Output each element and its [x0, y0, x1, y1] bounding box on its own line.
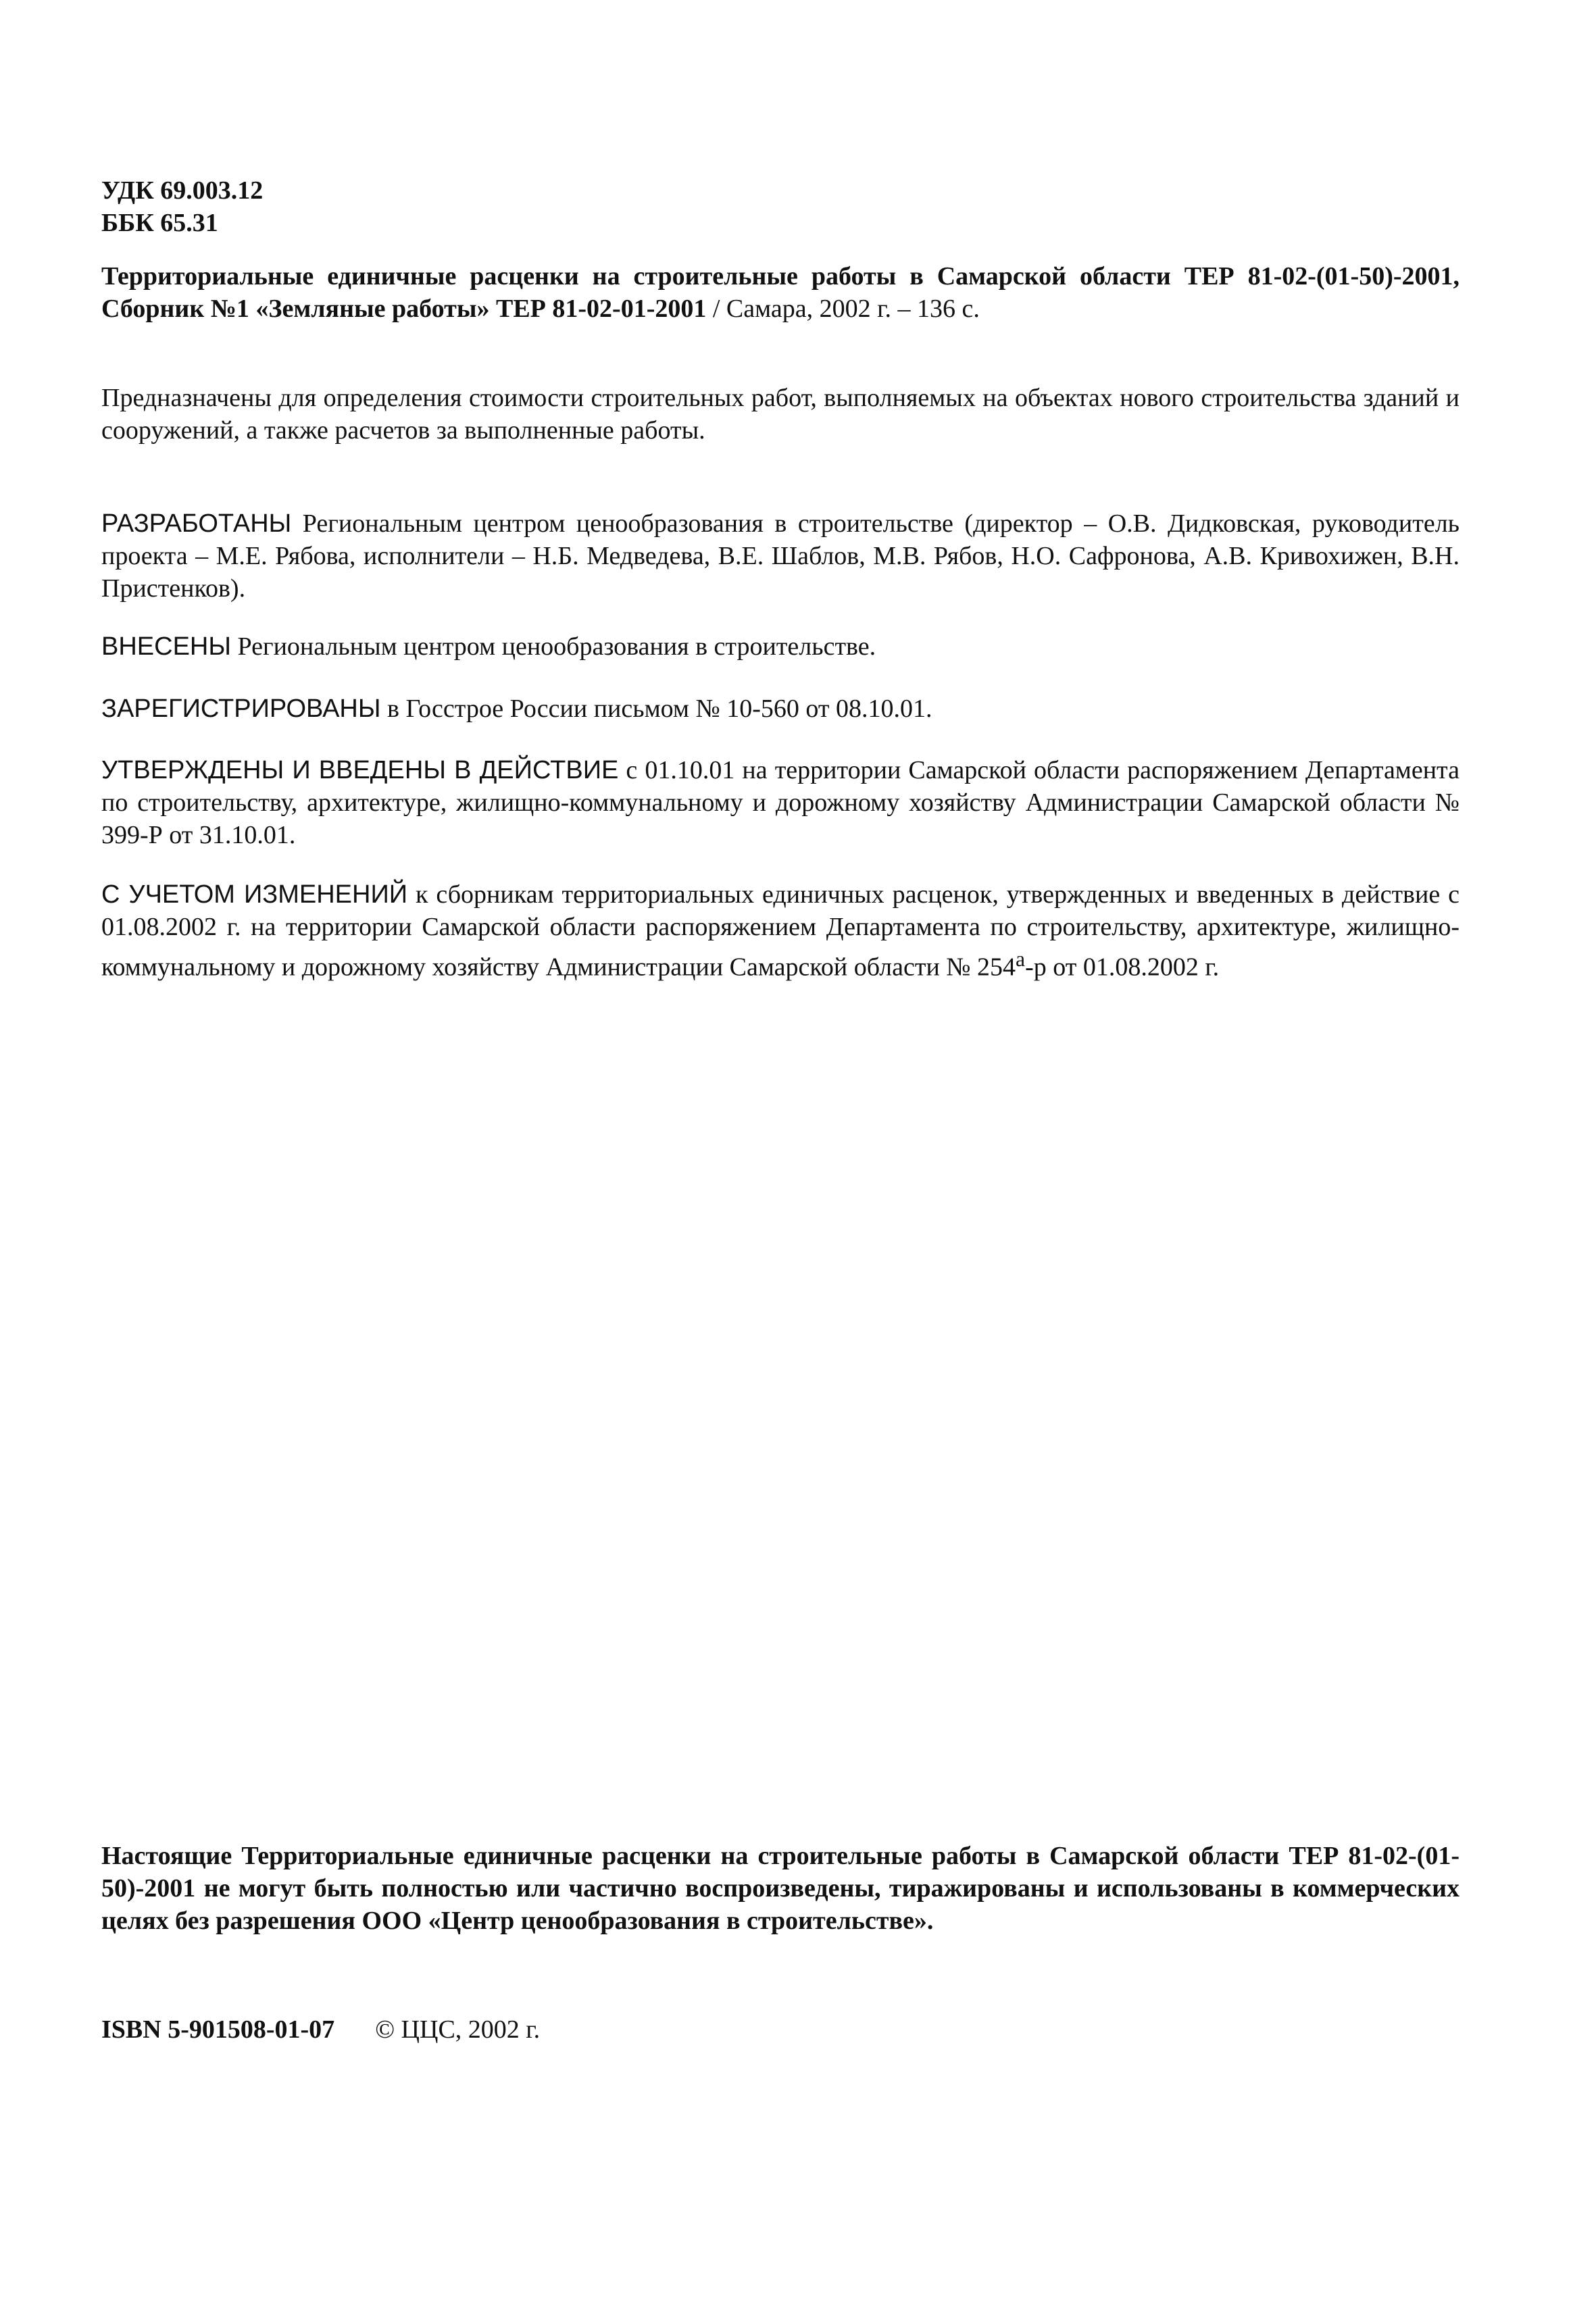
- bbk-code: ББК 65.31: [101, 209, 218, 237]
- introduced-label: ВНЕСЕНЫ: [101, 632, 232, 661]
- copyright-mark: © ЦЦС, 2002 г.: [375, 2015, 541, 2044]
- developed-label: РАЗРАБОТАНЫ: [101, 509, 292, 538]
- purpose-paragraph: Предназначены для определения стоимости строительных работ, выполняемых на объектах нового строительства зданий и сооружений, а также расчетов за выполненные работы.: [101, 384, 1460, 445]
- introduced-text: Региональным центром ценообразования в строительстве.: [231, 632, 876, 661]
- copyright-notice: Настоящие Территориальные единичные расценки на строительные работы в Самарской области ТЕР 81-02-(01-50)-2001 не могут быть полностью или частично воспроизведены, тиражированы и использованы в коммерческих целях без разрешения ООО «Центр ценообразования в строительстве».: [101, 1842, 1460, 1935]
- bibliographic-record: [101, 260, 1460, 325]
- isbn-line: [101, 2013, 1460, 2046]
- registered-text: в Госстрое России письмом № 10-560 от 08.10.01.: [380, 695, 932, 723]
- biblio-title: Территориальные единичные расценки на строительные работы в Самарской области ТЕР 81-02-(01-50)-2001, Сборник №1 «Земляные работы» ТЕР 81-02-01-2001: [101, 262, 1460, 323]
- registered-paragraph: [101, 693, 1460, 725]
- approved-text: с 01.10.01 на территории Самарской области распоряжением Департамента по строительству, архитектуре, жилищно-коммунальному и дорожному хозяйству Администрации Самарской области № 399-Р от 31.10.01.: [101, 756, 1460, 849]
- amended-text-end: -р от 01.08.2002 г.: [1025, 953, 1220, 982]
- amended-text: к сборникам территориальных единичных расценок, утвержденных и введенных в действие с 01.08.2002 г. на территории Самарской области распоряжением Департамента по строительству, архитектуре, жилищно-коммунальному и дорожному хозяйству Администрации Самарской области № 254: [101, 880, 1460, 982]
- approved-label: УТВЕРЖДЕНЫ И ВВЕДЕНЫ В ДЕЙСТВИЕ: [101, 756, 619, 784]
- udc-code: УДК 69.003.12: [101, 176, 264, 205]
- amended-superscript: а: [1016, 947, 1026, 971]
- developed-paragraph: [101, 507, 1460, 605]
- amended-paragraph: [101, 878, 1460, 984]
- isbn: ISBN 5-901508-01-07: [101, 2015, 335, 2044]
- registered-label: ЗАРЕГИСТРИРОВАНЫ: [101, 695, 381, 723]
- biblio-imprint: / Самара, 2002 г. – 136 с.: [706, 295, 980, 323]
- amended-label: С УЧЕТОМ ИЗМЕНЕНИЙ: [101, 880, 408, 909]
- developed-text: Региональным центром ценообразования в строительстве (директор – О.В. Дидковская, руководитель проекта – М.Е. Рябова, исполнители – Н.Б. Медведева, В.Е. Шаблов, М.В. Рябов, Н.О. Сафронова, А.В. Кривохижен, В.Н. Пристенков).: [101, 509, 1460, 603]
- introduced-paragraph: [101, 630, 1460, 663]
- approved-paragraph: [101, 754, 1460, 851]
